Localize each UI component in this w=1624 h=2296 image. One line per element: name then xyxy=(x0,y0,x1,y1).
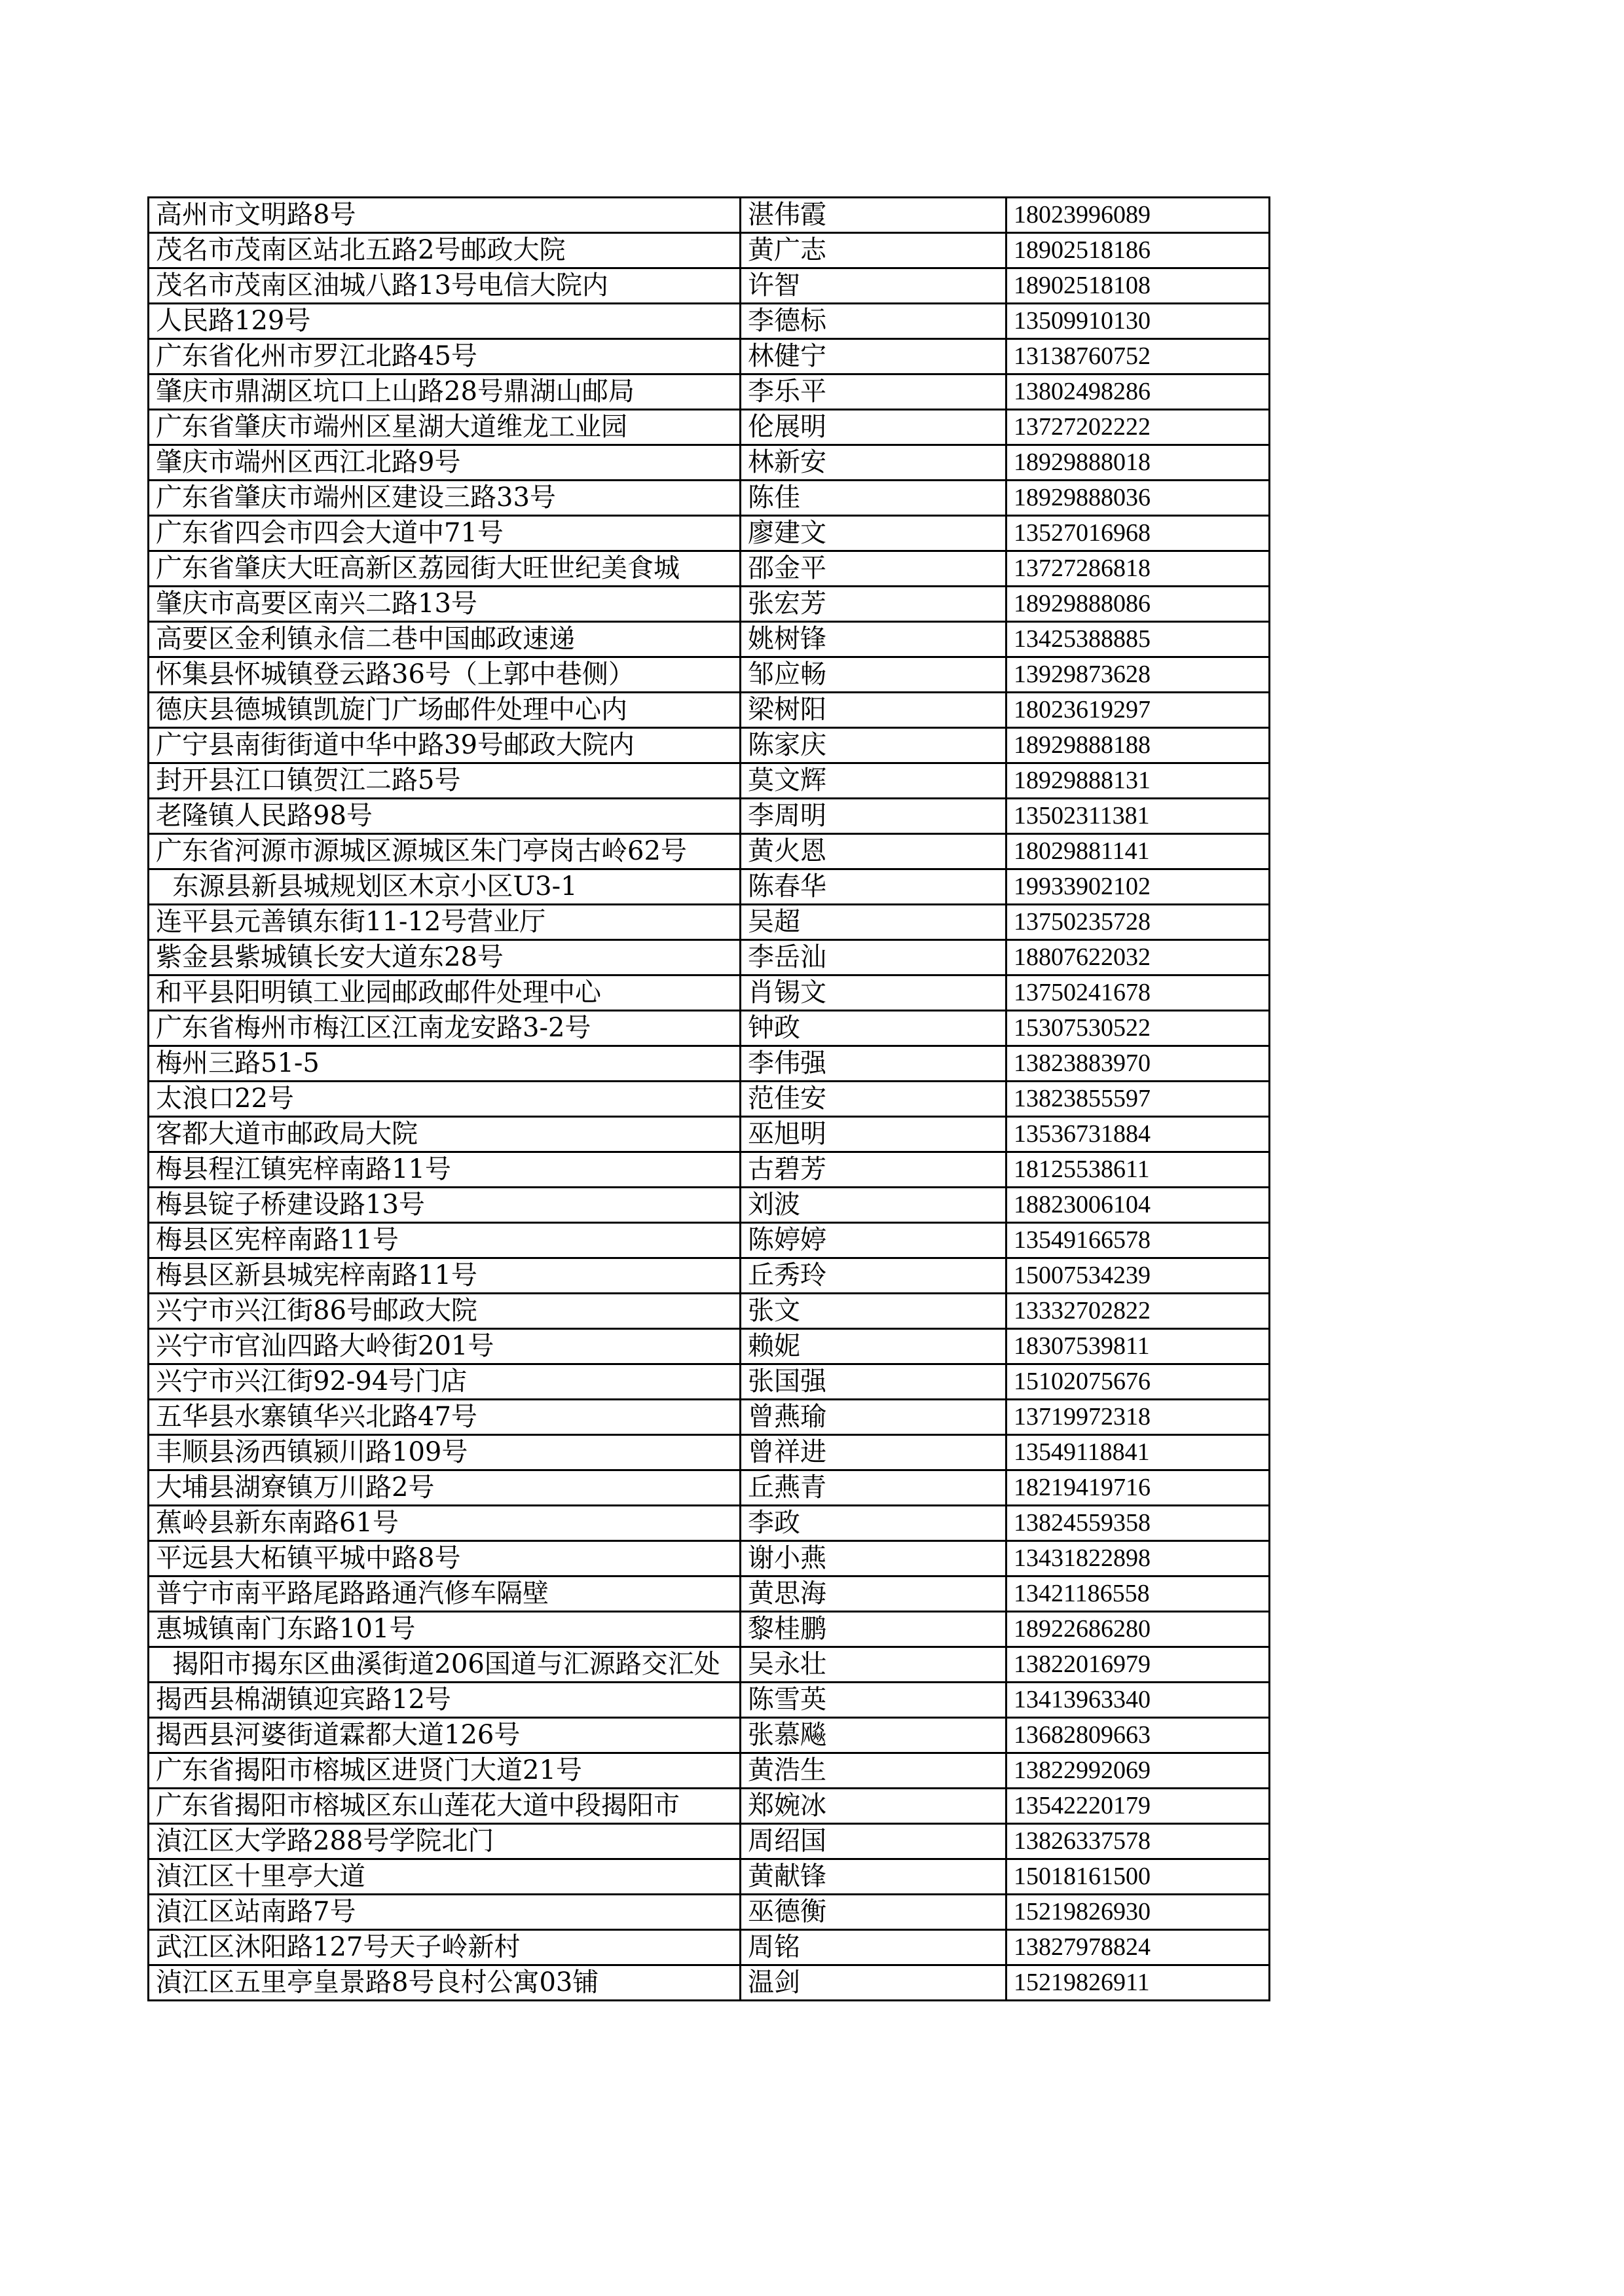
table-row xyxy=(149,799,1270,834)
phone-cell: 15307530522 xyxy=(1006,1011,1270,1046)
table-row xyxy=(149,1294,1270,1329)
table-row xyxy=(149,233,1270,268)
table-row xyxy=(149,1117,1270,1152)
table-row xyxy=(149,1329,1270,1364)
address-cell: 平远县大柘镇平城中路8号 xyxy=(149,1541,741,1576)
name-cell: 莫文辉 xyxy=(741,763,1006,799)
name-cell: 郑婉冰 xyxy=(741,1789,1006,1824)
phone-cell: 13413963340 xyxy=(1006,1683,1270,1718)
address-cell: 东源县新县城规划区木京小区U3-1 xyxy=(149,869,741,905)
name-cell: 曾祥进 xyxy=(741,1435,1006,1470)
table-row xyxy=(149,1859,1270,1895)
address-cell: 广东省四会市四会大道中71号 xyxy=(149,516,741,551)
phone-cell: 15018161500 xyxy=(1006,1859,1270,1895)
name-cell: 许智 xyxy=(741,268,1006,304)
address-cell: 太浪口22号 xyxy=(149,1082,741,1117)
phone-cell: 18902518186 xyxy=(1006,233,1270,268)
table-row xyxy=(149,1718,1270,1753)
phone-cell: 18125538611 xyxy=(1006,1152,1270,1188)
table-row xyxy=(149,1930,1270,1965)
address-cell: 湞江区十里亭大道 xyxy=(149,1859,741,1895)
name-cell: 丘燕青 xyxy=(741,1470,1006,1506)
address-cell: 揭西县棉湖镇迎宾路12号 xyxy=(149,1683,741,1718)
table-row xyxy=(149,1789,1270,1824)
table-row xyxy=(149,975,1270,1011)
phone-cell: 13719972318 xyxy=(1006,1400,1270,1435)
phone-cell: 13826337578 xyxy=(1006,1824,1270,1859)
address-cell: 兴宁市兴江街86号邮政大院 xyxy=(149,1294,741,1329)
name-cell: 李德标 xyxy=(741,304,1006,339)
phone-cell: 13802498286 xyxy=(1006,374,1270,410)
table-row xyxy=(149,1506,1270,1541)
name-cell: 邹应畅 xyxy=(741,657,1006,693)
name-cell: 陈家庆 xyxy=(741,728,1006,763)
table-row xyxy=(149,1541,1270,1576)
phone-cell: 13502311381 xyxy=(1006,799,1270,834)
address-cell: 兴宁市兴江街92-94号门店 xyxy=(149,1364,741,1400)
address-cell: 肇庆市高要区南兴二路13号 xyxy=(149,587,741,622)
table-row xyxy=(149,834,1270,869)
phone-cell: 15219826930 xyxy=(1006,1895,1270,1930)
address-cell: 兴宁市官汕四路大岭街201号 xyxy=(149,1329,741,1364)
table-row xyxy=(149,1400,1270,1435)
address-cell: 广宁县南街街道中华中路39号邮政大院内 xyxy=(149,728,741,763)
name-cell: 伦展明 xyxy=(741,410,1006,445)
address-cell: 五华县水寨镇华兴北路47号 xyxy=(149,1400,741,1435)
address-cell: 湞江区大学路288号学院北门 xyxy=(149,1824,741,1859)
address-cell: 武江区沐阳路127号天子岭新村 xyxy=(149,1930,741,1965)
phone-cell: 13822992069 xyxy=(1006,1753,1270,1789)
contact-table-body xyxy=(149,198,1270,2001)
address-cell: 普宁市南平路尾路路通汽修车隔壁 xyxy=(149,1576,741,1612)
phone-cell: 13421186558 xyxy=(1006,1576,1270,1612)
address-cell: 广东省肇庆市端州区星湖大道维龙工业园 xyxy=(149,410,741,445)
table-row xyxy=(149,1824,1270,1859)
table-row xyxy=(149,445,1270,481)
name-cell: 肖锡文 xyxy=(741,975,1006,1011)
phone-cell: 18929888188 xyxy=(1006,728,1270,763)
address-cell: 封开县江口镇贺江二路5号 xyxy=(149,763,741,799)
table-row xyxy=(149,1188,1270,1223)
address-cell: 湞江区五里亭皇景路8号良村公寓03铺 xyxy=(149,1965,741,2001)
name-cell: 范佳安 xyxy=(741,1082,1006,1117)
table-row xyxy=(149,622,1270,657)
name-cell: 姚树锋 xyxy=(741,622,1006,657)
phone-cell: 13682809663 xyxy=(1006,1718,1270,1753)
name-cell: 廖建文 xyxy=(741,516,1006,551)
table-row xyxy=(149,1965,1270,2001)
table-row xyxy=(149,1753,1270,1789)
name-cell: 张宏芳 xyxy=(741,587,1006,622)
name-cell: 赖妮 xyxy=(741,1329,1006,1364)
table-row xyxy=(149,763,1270,799)
name-cell: 周绍国 xyxy=(741,1824,1006,1859)
name-cell: 钟政 xyxy=(741,1011,1006,1046)
address-cell: 老隆镇人民路98号 xyxy=(149,799,741,834)
phone-cell: 13527016968 xyxy=(1006,516,1270,551)
address-cell: 肇庆市鼎湖区坑口上山路28号鼎湖山邮局 xyxy=(149,374,741,410)
name-cell: 黄思海 xyxy=(741,1576,1006,1612)
name-cell: 丘秀玲 xyxy=(741,1258,1006,1294)
phone-cell: 13138760752 xyxy=(1006,339,1270,374)
table-row xyxy=(149,1011,1270,1046)
table-row xyxy=(149,1223,1270,1258)
phone-cell: 18929888086 xyxy=(1006,587,1270,622)
phone-cell: 13750235728 xyxy=(1006,905,1270,940)
table-row xyxy=(149,410,1270,445)
phone-cell: 13823855597 xyxy=(1006,1082,1270,1117)
name-cell: 吴超 xyxy=(741,905,1006,940)
name-cell: 温剑 xyxy=(741,1965,1006,2001)
name-cell: 李政 xyxy=(741,1506,1006,1541)
phone-cell: 18023996089 xyxy=(1006,198,1270,233)
phone-cell: 18929888018 xyxy=(1006,445,1270,481)
address-cell: 紫金县紫城镇长安大道东28号 xyxy=(149,940,741,975)
table-row xyxy=(149,728,1270,763)
table-row xyxy=(149,1364,1270,1400)
address-cell: 广东省梅州市梅江区江南龙安路3-2号 xyxy=(149,1011,741,1046)
table-row xyxy=(149,1895,1270,1930)
name-cell: 黎桂鹏 xyxy=(741,1612,1006,1647)
phone-cell: 18929888036 xyxy=(1006,481,1270,516)
address-cell: 揭阳市揭东区曲溪街道206国道与汇源路交汇处 xyxy=(149,1647,741,1683)
phone-cell: 18902518108 xyxy=(1006,268,1270,304)
name-cell: 陈雪英 xyxy=(741,1683,1006,1718)
address-cell: 怀集县怀城镇登云路36号（上郭中巷侧） xyxy=(149,657,741,693)
table-row xyxy=(149,1647,1270,1683)
address-cell: 蕉岭县新东南路61号 xyxy=(149,1506,741,1541)
table-row xyxy=(149,1258,1270,1294)
name-cell: 古碧芳 xyxy=(741,1152,1006,1188)
phone-cell: 13549118841 xyxy=(1006,1435,1270,1470)
phone-cell: 18922686280 xyxy=(1006,1612,1270,1647)
address-cell: 高州市文明路8号 xyxy=(149,198,741,233)
table-row xyxy=(149,869,1270,905)
table-row xyxy=(149,339,1270,374)
name-cell: 林新安 xyxy=(741,445,1006,481)
phone-cell: 15102075676 xyxy=(1006,1364,1270,1400)
phone-cell: 13824559358 xyxy=(1006,1506,1270,1541)
phone-cell: 18307539811 xyxy=(1006,1329,1270,1364)
name-cell: 张慕飚 xyxy=(741,1718,1006,1753)
name-cell: 张国强 xyxy=(741,1364,1006,1400)
table-row xyxy=(149,374,1270,410)
address-cell: 梅县区新县城宪梓南路11号 xyxy=(149,1258,741,1294)
name-cell: 陈春华 xyxy=(741,869,1006,905)
table-row xyxy=(149,657,1270,693)
phone-cell: 13509910130 xyxy=(1006,304,1270,339)
name-cell: 梁树阳 xyxy=(741,693,1006,728)
phone-cell: 15219826911 xyxy=(1006,1965,1270,2001)
address-cell: 惠城镇南门东路101号 xyxy=(149,1612,741,1647)
name-cell: 陈婷婷 xyxy=(741,1223,1006,1258)
address-cell: 湞江区站南路7号 xyxy=(149,1895,741,1930)
name-cell: 吴永壮 xyxy=(741,1647,1006,1683)
table-row xyxy=(149,587,1270,622)
address-cell: 广东省肇庆大旺高新区荔园街大旺世纪美食城 xyxy=(149,551,741,587)
table-row xyxy=(149,940,1270,975)
phone-cell: 18929888131 xyxy=(1006,763,1270,799)
table-row xyxy=(149,1435,1270,1470)
table-row xyxy=(149,198,1270,233)
phone-cell: 13929873628 xyxy=(1006,657,1270,693)
name-cell: 黄浩生 xyxy=(741,1753,1006,1789)
phone-cell: 13827978824 xyxy=(1006,1930,1270,1965)
table-row xyxy=(149,1683,1270,1718)
name-cell: 张文 xyxy=(741,1294,1006,1329)
name-cell: 曾燕瑜 xyxy=(741,1400,1006,1435)
name-cell: 黄火恩 xyxy=(741,834,1006,869)
address-cell: 茂名市茂南区站北五路2号邮政大院 xyxy=(149,233,741,268)
phone-cell: 13332702822 xyxy=(1006,1294,1270,1329)
name-cell: 陈佳 xyxy=(741,481,1006,516)
contact-table xyxy=(147,196,1270,2001)
address-cell: 客都大道市邮政局大院 xyxy=(149,1117,741,1152)
name-cell: 湛伟霞 xyxy=(741,198,1006,233)
address-cell: 梅县区宪梓南路11号 xyxy=(149,1223,741,1258)
phone-cell: 18807622032 xyxy=(1006,940,1270,975)
phone-cell: 18823006104 xyxy=(1006,1188,1270,1223)
phone-cell: 19933902102 xyxy=(1006,869,1270,905)
address-cell: 茂名市茂南区油城八路13号电信大院内 xyxy=(149,268,741,304)
phone-cell: 13750241678 xyxy=(1006,975,1270,1011)
name-cell: 李岳汕 xyxy=(741,940,1006,975)
name-cell: 李伟强 xyxy=(741,1046,1006,1082)
name-cell: 谢小燕 xyxy=(741,1541,1006,1576)
name-cell: 黄广志 xyxy=(741,233,1006,268)
address-cell: 梅县锭子桥建设路13号 xyxy=(149,1188,741,1223)
phone-cell: 18023619297 xyxy=(1006,693,1270,728)
address-cell: 广东省肇庆市端州区建设三路33号 xyxy=(149,481,741,516)
name-cell: 李乐平 xyxy=(741,374,1006,410)
address-cell: 肇庆市端州区西江北路9号 xyxy=(149,445,741,481)
address-cell: 连平县元善镇东街11-12号营业厅 xyxy=(149,905,741,940)
address-cell: 高要区金利镇永信二巷中国邮政速递 xyxy=(149,622,741,657)
phone-cell: 13536731884 xyxy=(1006,1117,1270,1152)
name-cell: 邵金平 xyxy=(741,551,1006,587)
table-row xyxy=(149,304,1270,339)
address-cell: 大埔县湖寮镇万川路2号 xyxy=(149,1470,741,1506)
name-cell: 周铭 xyxy=(741,1930,1006,1965)
name-cell: 巫旭明 xyxy=(741,1117,1006,1152)
phone-cell: 13549166578 xyxy=(1006,1223,1270,1258)
address-cell: 广东省揭阳市榕城区进贤门大道21号 xyxy=(149,1753,741,1789)
phone-cell: 13822016979 xyxy=(1006,1647,1270,1683)
address-cell: 广东省河源市源城区源城区朱门亭岗古岭62号 xyxy=(149,834,741,869)
table-row xyxy=(149,1470,1270,1506)
phone-cell: 13425388885 xyxy=(1006,622,1270,657)
phone-cell: 13823883970 xyxy=(1006,1046,1270,1082)
address-cell: 梅县程江镇宪梓南路11号 xyxy=(149,1152,741,1188)
phone-cell: 18029881141 xyxy=(1006,834,1270,869)
address-cell: 广东省化州市罗江北路45号 xyxy=(149,339,741,374)
name-cell: 黄献锋 xyxy=(741,1859,1006,1895)
phone-cell: 15007534239 xyxy=(1006,1258,1270,1294)
table-row xyxy=(149,1576,1270,1612)
name-cell: 刘波 xyxy=(741,1188,1006,1223)
name-cell: 林健宁 xyxy=(741,339,1006,374)
address-cell: 德庆县德城镇凯旋门广场邮件处理中心内 xyxy=(149,693,741,728)
table-row xyxy=(149,481,1270,516)
table-row xyxy=(149,1152,1270,1188)
table-row xyxy=(149,516,1270,551)
address-cell: 丰顺县汤西镇颍川路109号 xyxy=(149,1435,741,1470)
phone-cell: 13727202222 xyxy=(1006,410,1270,445)
address-cell: 和平县阳明镇工业园邮政邮件处理中心 xyxy=(149,975,741,1011)
table-row xyxy=(149,268,1270,304)
name-cell: 巫德衡 xyxy=(741,1895,1006,1930)
table-row xyxy=(149,905,1270,940)
table-row xyxy=(149,1612,1270,1647)
address-cell: 梅州三路51-5 xyxy=(149,1046,741,1082)
address-cell: 揭西县河婆街道霖都大道126号 xyxy=(149,1718,741,1753)
phone-cell: 18219419716 xyxy=(1006,1470,1270,1506)
table-row xyxy=(149,693,1270,728)
phone-cell: 13431822898 xyxy=(1006,1541,1270,1576)
phone-cell: 13542220179 xyxy=(1006,1789,1270,1824)
table-row xyxy=(149,1082,1270,1117)
address-cell: 广东省揭阳市榕城区东山莲花大道中段揭阳市 xyxy=(149,1789,741,1824)
table-row xyxy=(149,551,1270,587)
address-cell: 人民路129号 xyxy=(149,304,741,339)
phone-cell: 13727286818 xyxy=(1006,551,1270,587)
table-row xyxy=(149,1046,1270,1082)
name-cell: 李周明 xyxy=(741,799,1006,834)
